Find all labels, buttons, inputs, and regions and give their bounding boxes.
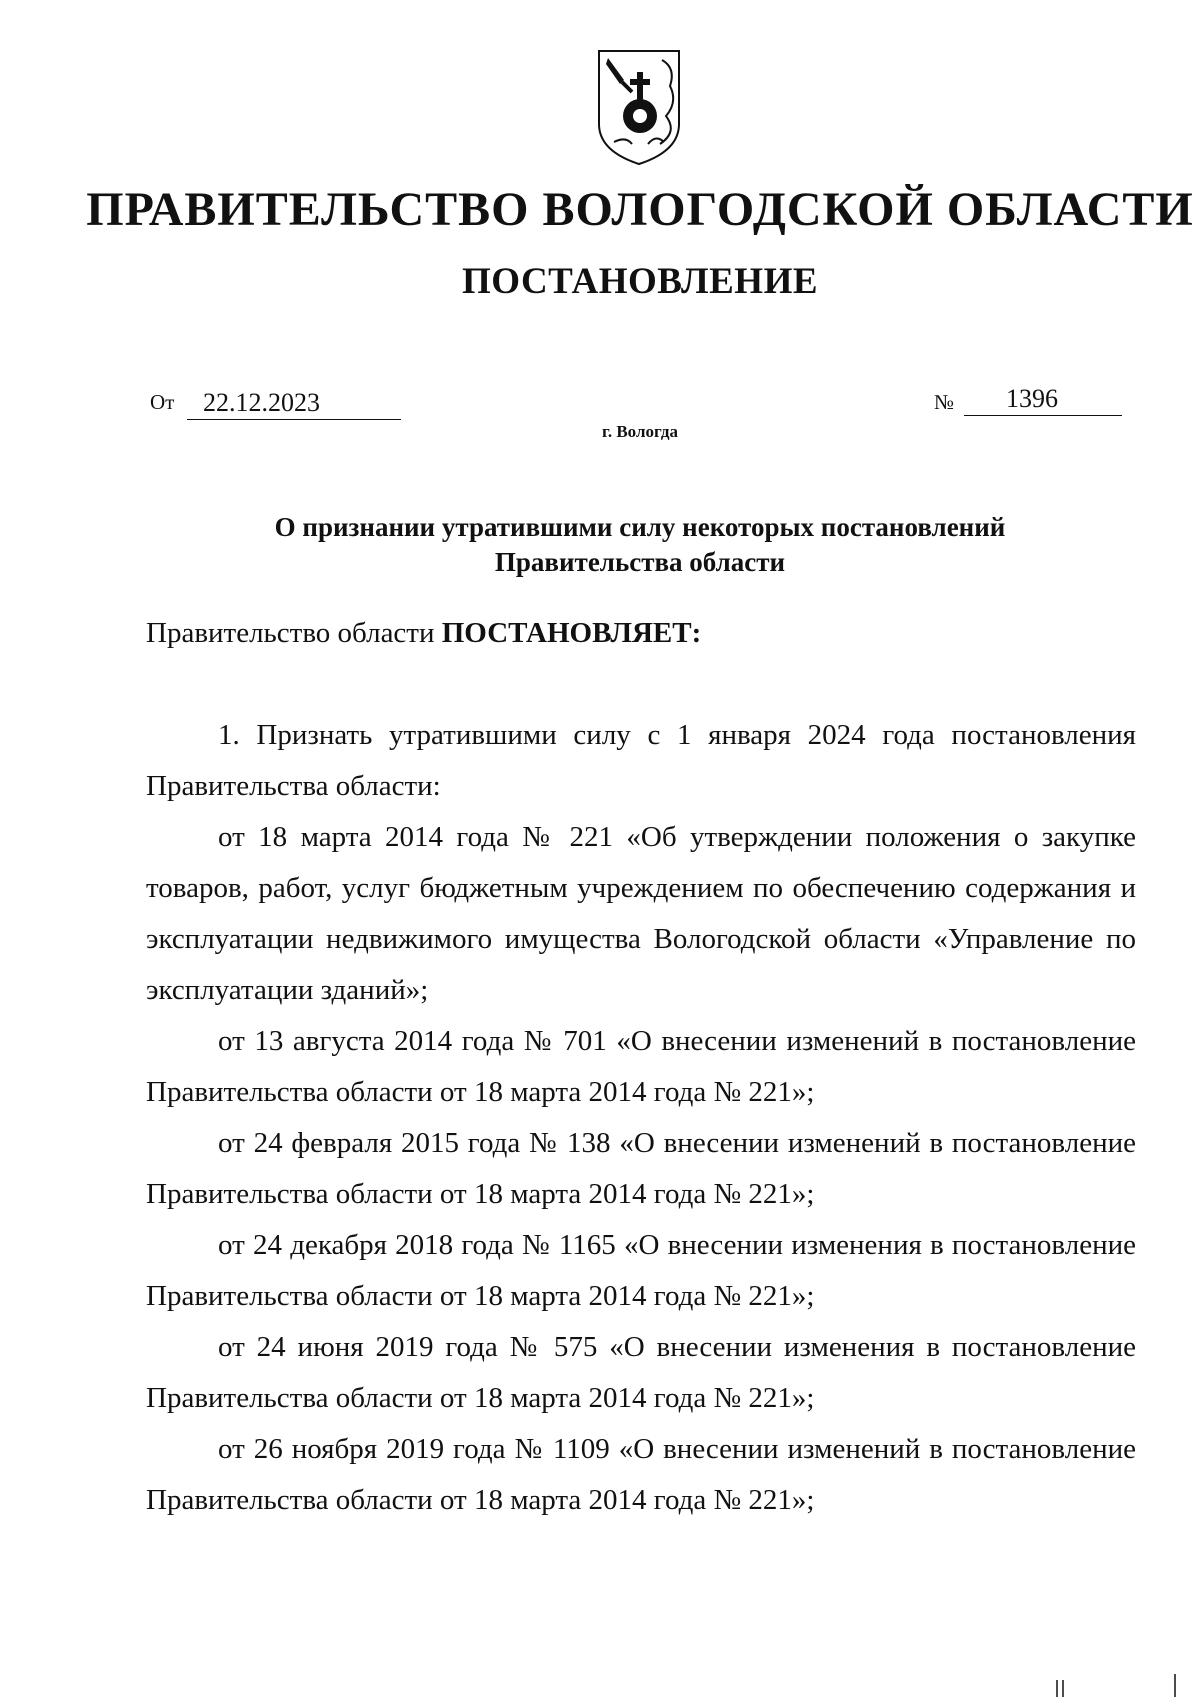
paragraph-6: от 24 июня 2019 года № 575 «О внесении изменения в постановление Правительства области от 18 марта 2014 года № 221»; [146, 1331, 1136, 1414]
paragraph-2: от 18 марта 2014 года № 221 «Об утверждении положения о закупке товаров, работ, услуг бюджетным учреждением по обеспечению содержания и эксплуатации недвижимого имущества Вологодской области «Управление по эксплуатации зданий»; [146, 821, 1136, 1006]
paragraph-3: от 13 августа 2014 года № 701 «О внесении изменений в постановление Правительства области от 18 марта 2014 года № 221»; [146, 1025, 1136, 1108]
document-body [146, 710, 1136, 1526]
paragraph-1: 1. Признать утратившими силу с 1 января 2024 года постановления Правительства области: [146, 719, 1136, 802]
paragraph-5: от 24 декабря 2018 года № 1165 «О внесении изменения в постановление Правительства области от 18 марта 2014 года № 221»; [146, 1229, 1136, 1312]
vologda-coat-of-arms-icon [594, 46, 684, 168]
paragraph-4: от 24 февраля 2015 года № 138 «О внесении изменений в постановление Правительства области от 18 марта 2014 года № 221»; [146, 1127, 1136, 1210]
preamble [146, 617, 701, 650]
city-label: г. Вологда [602, 422, 678, 441]
preamble-emphasis: ПОСТАНОВЛЯЕТ: [441, 617, 702, 649]
document-type-title: ПОСТАНОВЛЕНИЕ [461, 261, 819, 302]
organization-title: ПРАВИТЕЛЬСТВО ВОЛОГОДСКОЙ ОБЛАСТИ [86, 183, 1194, 236]
number-label: № [934, 390, 955, 414]
document-subject [0, 510, 1200, 580]
scan-edge-marks [1055, 1672, 1185, 1697]
paragraph-7: от 26 ноября 2019 года № 1109 «О внесении изменений в постановление Правительства области от 18 марта 2014 года № 221»; [146, 1433, 1136, 1516]
subject-line-2: Правительства области [494, 547, 786, 577]
date-value: 22.12.2023 [187, 388, 401, 420]
subject-line-1: О признании утратившими силу некоторых постановлений [274, 512, 1006, 542]
date-label: От [150, 390, 175, 414]
preamble-text: Правительство области [146, 617, 442, 649]
number-value: 1396 [964, 384, 1122, 416]
